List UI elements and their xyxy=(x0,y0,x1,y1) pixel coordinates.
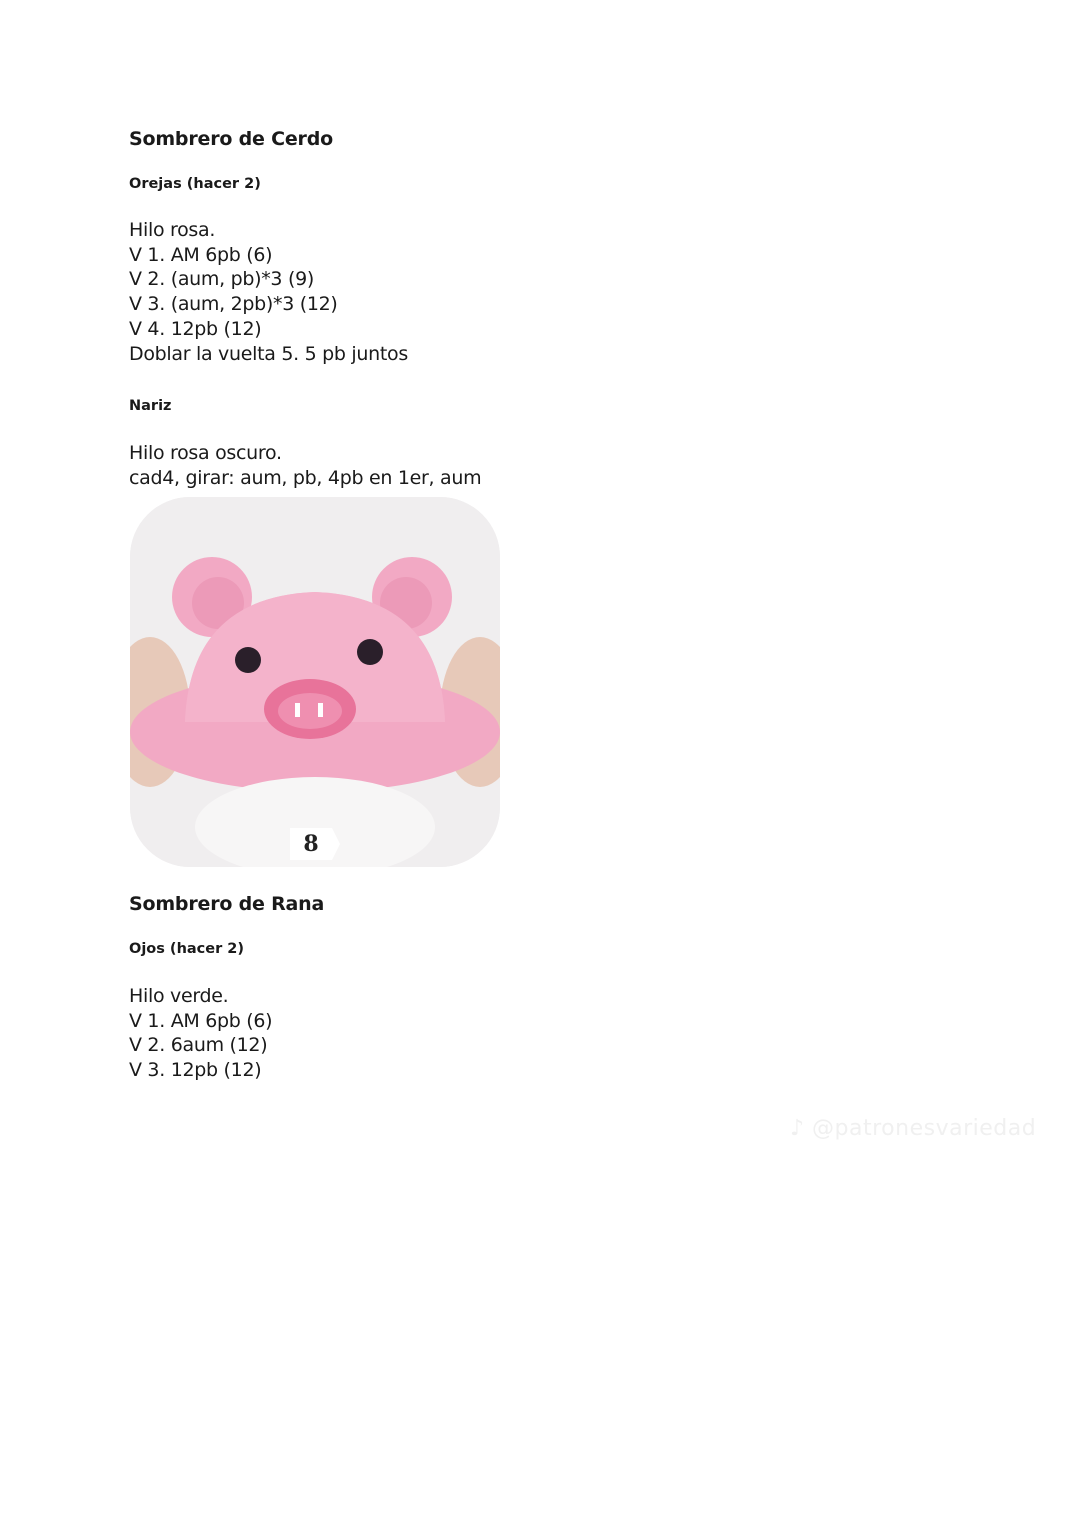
step-badge xyxy=(290,828,340,860)
pig-hat-photo xyxy=(130,497,500,867)
heading-ojos: Ojos (hacer 2) xyxy=(129,941,245,957)
instruction-line: V 2. (aum, pb)*3 (9) xyxy=(129,268,314,291)
watermark-text: @patronesvariedad xyxy=(812,1116,1037,1141)
instruction-line: Doblar la vuelta 5. 5 pb juntos xyxy=(129,342,408,365)
instruction-line: V 1. AM 6pb (6) xyxy=(129,1009,273,1032)
heading-nariz: Nariz xyxy=(129,398,172,414)
ojos-instructions xyxy=(129,984,272,1083)
tiktok-icon: ♪ xyxy=(790,1116,805,1141)
instruction-line: V 3. 12pb (12) xyxy=(129,1059,262,1082)
instruction-line: Hilo rosa. xyxy=(129,219,216,241)
instruction-line: V 2. 6aum (12) xyxy=(129,1034,268,1057)
instruction-line: V 3. (aum, 2pb)*3 (12) xyxy=(129,293,338,316)
watermark xyxy=(790,1116,1036,1141)
nariz-instructions xyxy=(129,441,481,490)
instruction-line: V 1. AM 6pb (6) xyxy=(129,243,273,266)
orejas-instructions xyxy=(129,218,408,366)
instruction-line: Hilo verde. xyxy=(129,985,229,1007)
instruction-line: V 4. 12pb (12) xyxy=(129,317,262,340)
instruction-line: Hilo rosa oscuro. xyxy=(129,442,282,464)
heading-orejas: Orejas (hacer 2) xyxy=(129,176,261,192)
instruction-line: cad4, girar: aum, pb, 4pb en 1er, aum xyxy=(129,466,482,489)
section-title-rana: Sombrero de Rana xyxy=(129,893,325,915)
step-number: 8 xyxy=(303,831,319,857)
section-title-cerdo: Sombrero de Cerdo xyxy=(129,128,333,150)
